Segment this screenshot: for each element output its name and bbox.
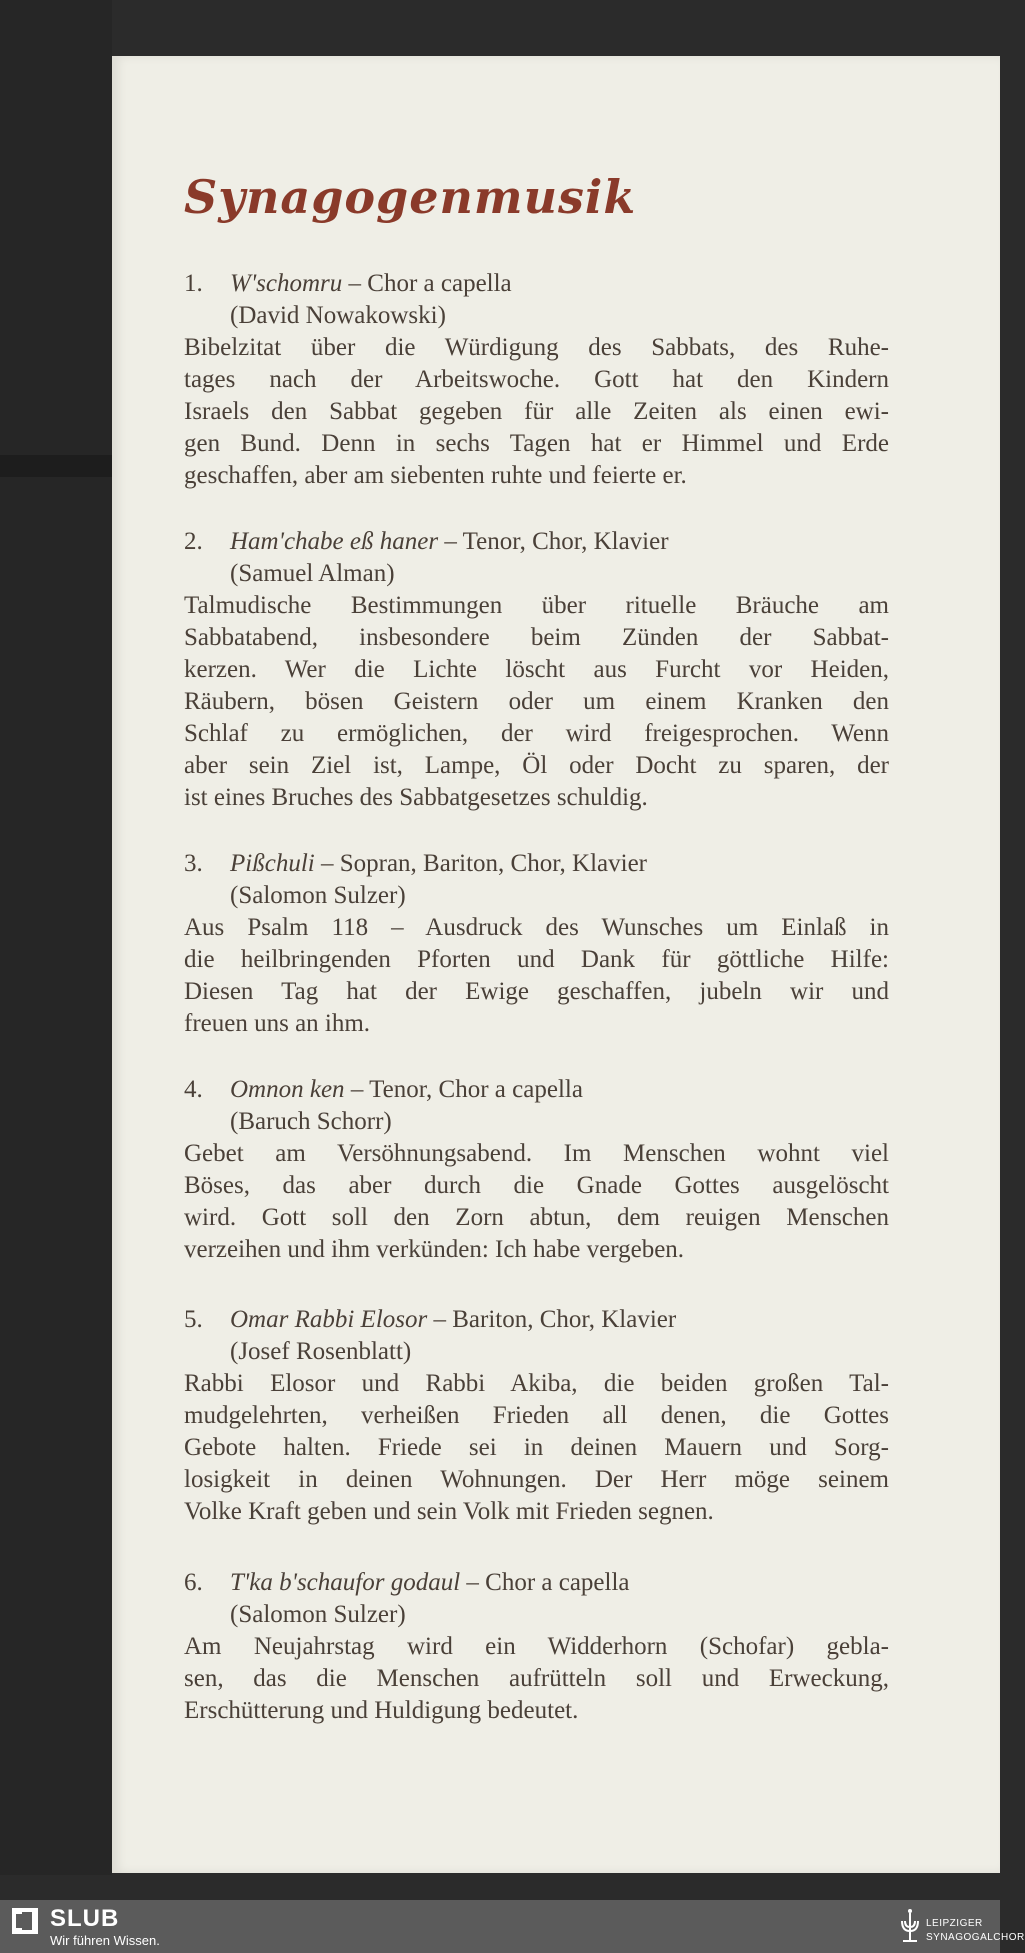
program-item-6 [184, 1567, 889, 1727]
item-description [184, 1138, 889, 1266]
page-heading: Synagogenmusik [184, 170, 637, 224]
program-item-5 [184, 1304, 889, 1528]
item-composer: (Salomon Sulzer) [230, 1601, 406, 1628]
item-title: Pißchuli [230, 850, 315, 877]
item-composer: (Baruch Schorr) [230, 1108, 392, 1135]
description-line: Bibelzitat über die Würdigung des Sabbats, des Ruhe- [184, 334, 889, 361]
description-line: gen Bund. Denn in sechs Tagen hat er Himmel und Erde [184, 430, 889, 457]
item-description [184, 1631, 889, 1727]
footer-brand[interactable]: SLUB [50, 1905, 120, 1932]
program-item-4 [184, 1074, 889, 1266]
item-header [184, 526, 889, 558]
item-performers: – Tenor, Chor a capella [344, 1076, 583, 1103]
description-line: Sabbatabend, insbesondere beim Zünden der Sabbat- [184, 624, 889, 651]
item-number: 3. [184, 850, 203, 877]
item-composer: (Samuel Alman) [230, 560, 395, 587]
scan-shadow-band [0, 455, 112, 477]
footer-bar [0, 1900, 1025, 1953]
program-item-3 [184, 848, 889, 1040]
description-line: verzeihen und ihm verkünden: Ich habe vergeben. [184, 1236, 685, 1263]
item-header [184, 1074, 889, 1106]
item-composer: (Josef Rosenblatt) [230, 1338, 412, 1365]
description-line: Böses, das aber durch die Gnade Gottes ausgelöscht [184, 1172, 889, 1199]
description-line: Talmudische Bestimmungen über rituelle Bräuche am [184, 592, 889, 619]
description-line: Am Neujahrstag wird ein Widderhorn (Schofar) gebla- [184, 1633, 889, 1660]
description-line: geschaffen, aber am siebenten ruhte und feierte er. [184, 462, 687, 489]
item-composer: (Salomon Sulzer) [230, 882, 406, 909]
description-line: tages nach der Arbeitswoche. Gott hat den Kindern [184, 366, 889, 393]
item-performers: – Chor a capella [342, 270, 512, 297]
item-header [184, 1567, 889, 1599]
footer-tagline: Wir führen Wissen. [50, 1933, 160, 1948]
description-line: Aus Psalm 118 – Ausdruck des Wunsches um Einlaß in [184, 914, 889, 941]
description-line: freuen uns an ihm. [184, 1010, 371, 1037]
description-line: Räubern, bösen Geistern oder um einem Kranken den [184, 688, 889, 715]
item-performers: – Sopran, Bariton, Chor, Klavier [314, 850, 647, 877]
description-line: kerzen. Wer die Lichte löscht aus Furcht vor Heiden, [184, 656, 889, 683]
item-description [184, 1368, 889, 1528]
item-header [184, 848, 889, 880]
item-header [184, 268, 889, 300]
description-line: wird. Gott soll den Zorn abtun, dem reuigen Menschen [184, 1204, 889, 1231]
item-description [184, 590, 889, 814]
item-title: Omnon ken [230, 1076, 345, 1103]
item-performers: – Tenor, Chor, Klavier [438, 528, 669, 555]
item-title: Omar Rabbi Elosor [230, 1306, 428, 1333]
item-description [184, 912, 889, 1040]
item-number: 2. [184, 528, 203, 555]
item-performers: – Bariton, Chor, Klavier [427, 1306, 677, 1333]
description-line: mudgelehrten, verheißen Frieden all denen, die Gottes [184, 1402, 889, 1429]
program-item-2 [184, 526, 889, 814]
item-title: T'ka b'schaufor godaul [230, 1569, 461, 1596]
partner-name-line1: LEIPZIGER [926, 1918, 983, 1929]
description-line: Volke Kraft geben und sein Volk mit Frieden segnen. [184, 1498, 714, 1525]
item-number: 6. [184, 1569, 203, 1596]
description-line: Israels den Sabbat gegeben für alle Zeiten als einen ewi- [184, 398, 889, 425]
item-performers: – Chor a capella [460, 1569, 630, 1596]
menorah-icon [897, 1907, 923, 1947]
item-title: Ham'chabe eß haner [230, 528, 439, 555]
description-line: Gebet am Versöhnungsabend. Im Menschen wohnt viel [184, 1140, 889, 1167]
description-line: ist eines Bruches des Sabbatgesetzes schuldig. [184, 784, 648, 811]
scan-background [0, 0, 112, 1875]
description-line: Diesen Tag hat der Ewige geschaffen, jubeln wir und [184, 978, 889, 1005]
description-line: Schlaf zu ermöglichen, der wird freigesprochen. Wenn [184, 720, 889, 747]
description-line: Gebote halten. Friede sei in deinen Mauern und Sorg- [184, 1434, 889, 1461]
description-line: Erschütterung und Huldigung bedeutet. [184, 1697, 579, 1724]
description-line: Rabbi Elosor und Rabbi Akiba, die beiden großen Tal- [184, 1370, 889, 1397]
item-number: 4. [184, 1076, 203, 1103]
description-line: aber sein Ziel ist, Lampe, Öl oder Docht zu sparen, der [184, 752, 889, 779]
item-header [184, 1304, 889, 1336]
item-number: 1. [184, 270, 203, 297]
description-line: die heilbringenden Pforten und Dank für göttliche Hilfe: [184, 946, 889, 973]
description-line: sen, das die Menschen aufrütteln soll und Erweckung, [184, 1665, 889, 1692]
description-line: losigkeit in deinen Wohnungen. Der Herr möge seinem [184, 1466, 889, 1493]
item-composer: (David Nowakowski) [230, 302, 446, 329]
program-item-1 [184, 268, 889, 492]
partner-name-line2: SYNAGOGALCHOR [926, 1932, 1025, 1943]
slub-logo-icon[interactable] [12, 1908, 38, 1934]
item-description [184, 332, 889, 492]
item-title: W'schomru [230, 270, 343, 297]
item-number: 5. [184, 1306, 203, 1333]
